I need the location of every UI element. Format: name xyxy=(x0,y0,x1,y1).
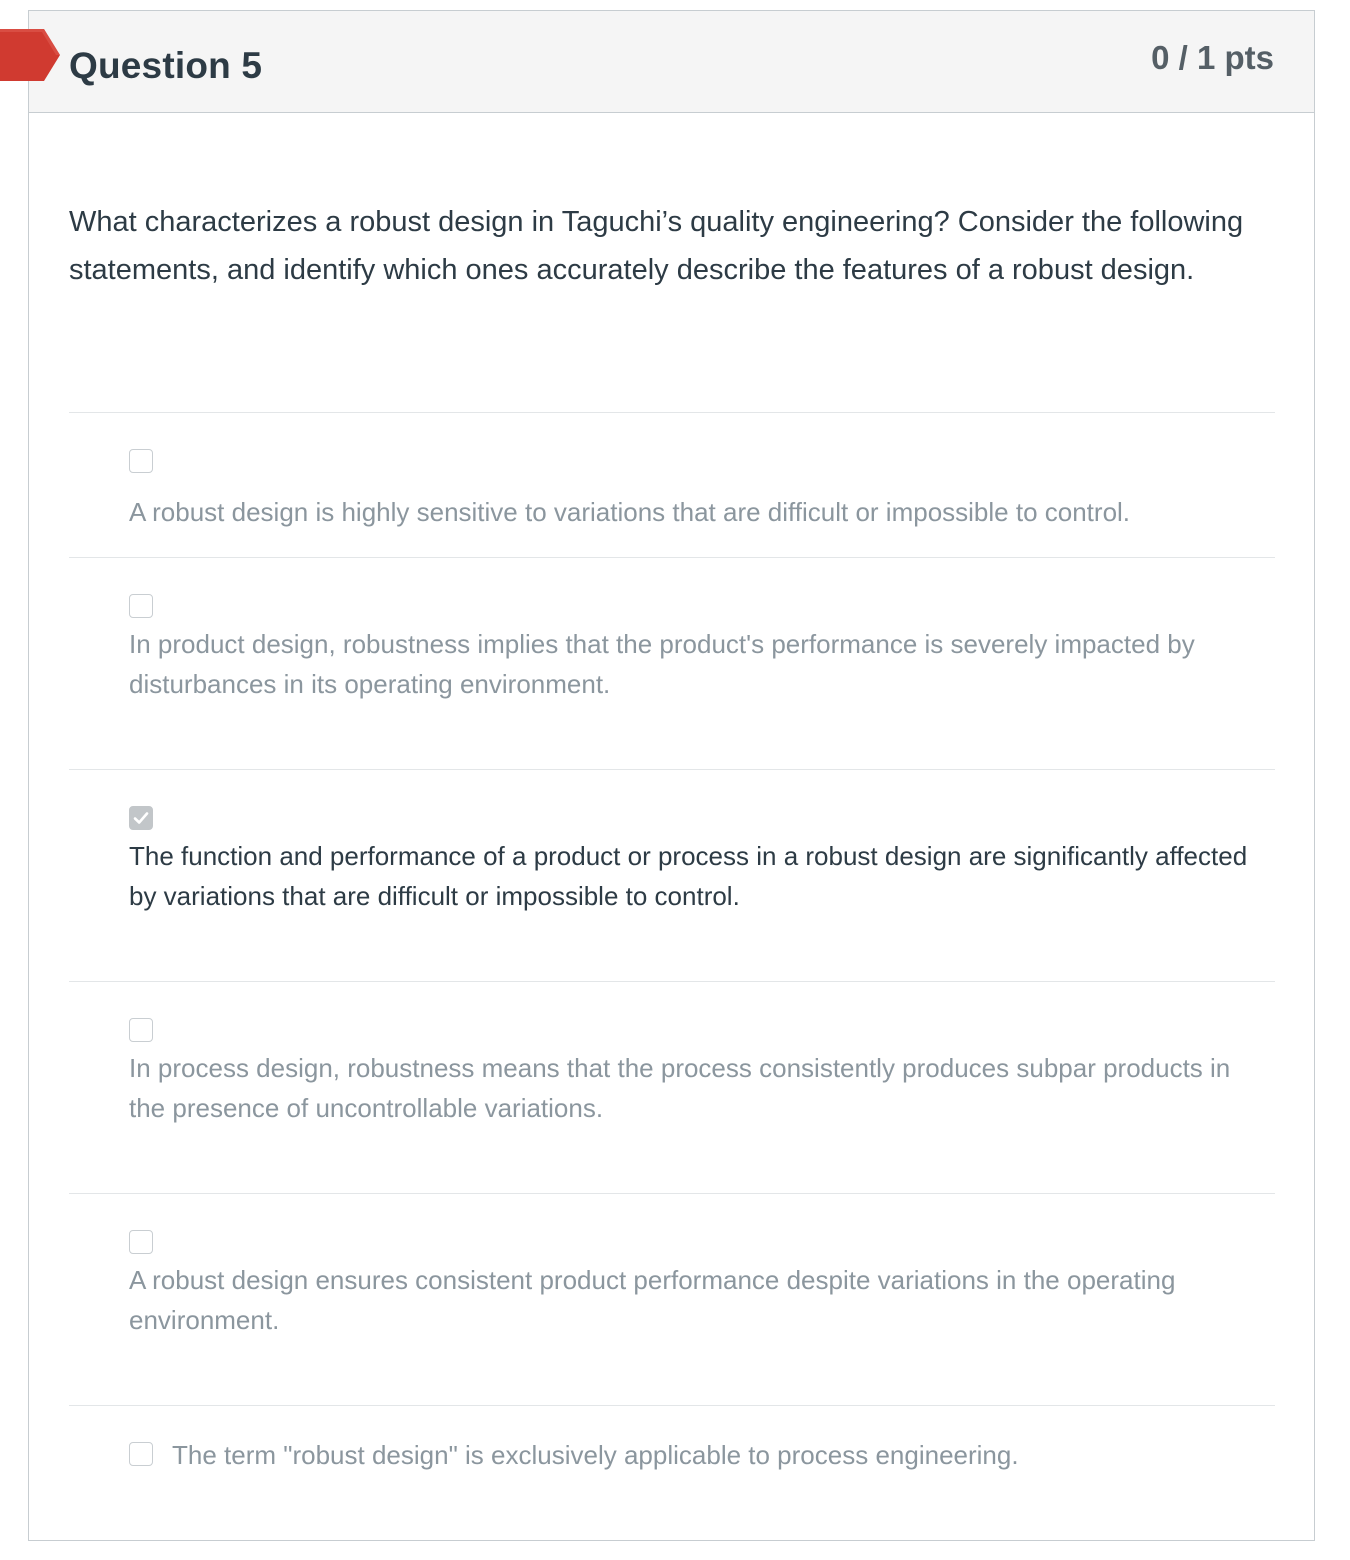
answer-label: The term "robust design" is exclusively applicable to process engineering. xyxy=(172,1440,1019,1470)
answer-checkbox[interactable] xyxy=(129,594,153,618)
question-title: Question 5 xyxy=(69,45,263,86)
checkmark-icon xyxy=(132,809,150,827)
question-card xyxy=(28,10,1315,1541)
question-header xyxy=(29,11,1314,113)
question-points: 0 / 1 pts xyxy=(1151,39,1274,76)
answer-checkbox[interactable] xyxy=(129,1230,153,1254)
answer-checkbox[interactable] xyxy=(129,449,153,473)
answer-label: The function and performance of a product or process in a robust design are significantly affected by variations that are difficult or impossible to control. xyxy=(129,841,1248,911)
answer-label: A robust design is highly sensitive to variations that are difficult or impossible to control. xyxy=(129,497,1131,527)
answer-divider xyxy=(69,1405,1275,1406)
question-text: What characterizes a robust design in Taguchi’s quality engineering? Consider the following statements, and identify which ones accurately describe the features of a robust design. xyxy=(69,206,1244,286)
answer-label: In process design, robustness means that the process consistently produces subpar products in the presence of uncontrollable variations. xyxy=(129,1053,1231,1123)
answer-divider xyxy=(69,1193,1275,1194)
answer-divider xyxy=(69,769,1275,770)
answer-divider xyxy=(69,412,1275,413)
answer-label: A robust design ensures consistent product performance despite variations in the operating environment. xyxy=(129,1265,1176,1335)
answer-divider xyxy=(69,981,1275,982)
answer-label: In product design, robustness implies that the product's performance is severely impacted by disturbances in its operating environment. xyxy=(129,629,1195,699)
flag-marker-icon xyxy=(0,29,60,81)
answer-checkbox[interactable] xyxy=(129,1442,153,1466)
answer-checkbox-checked[interactable] xyxy=(129,806,153,830)
answer-divider xyxy=(69,557,1275,558)
answer-checkbox[interactable] xyxy=(129,1018,153,1042)
